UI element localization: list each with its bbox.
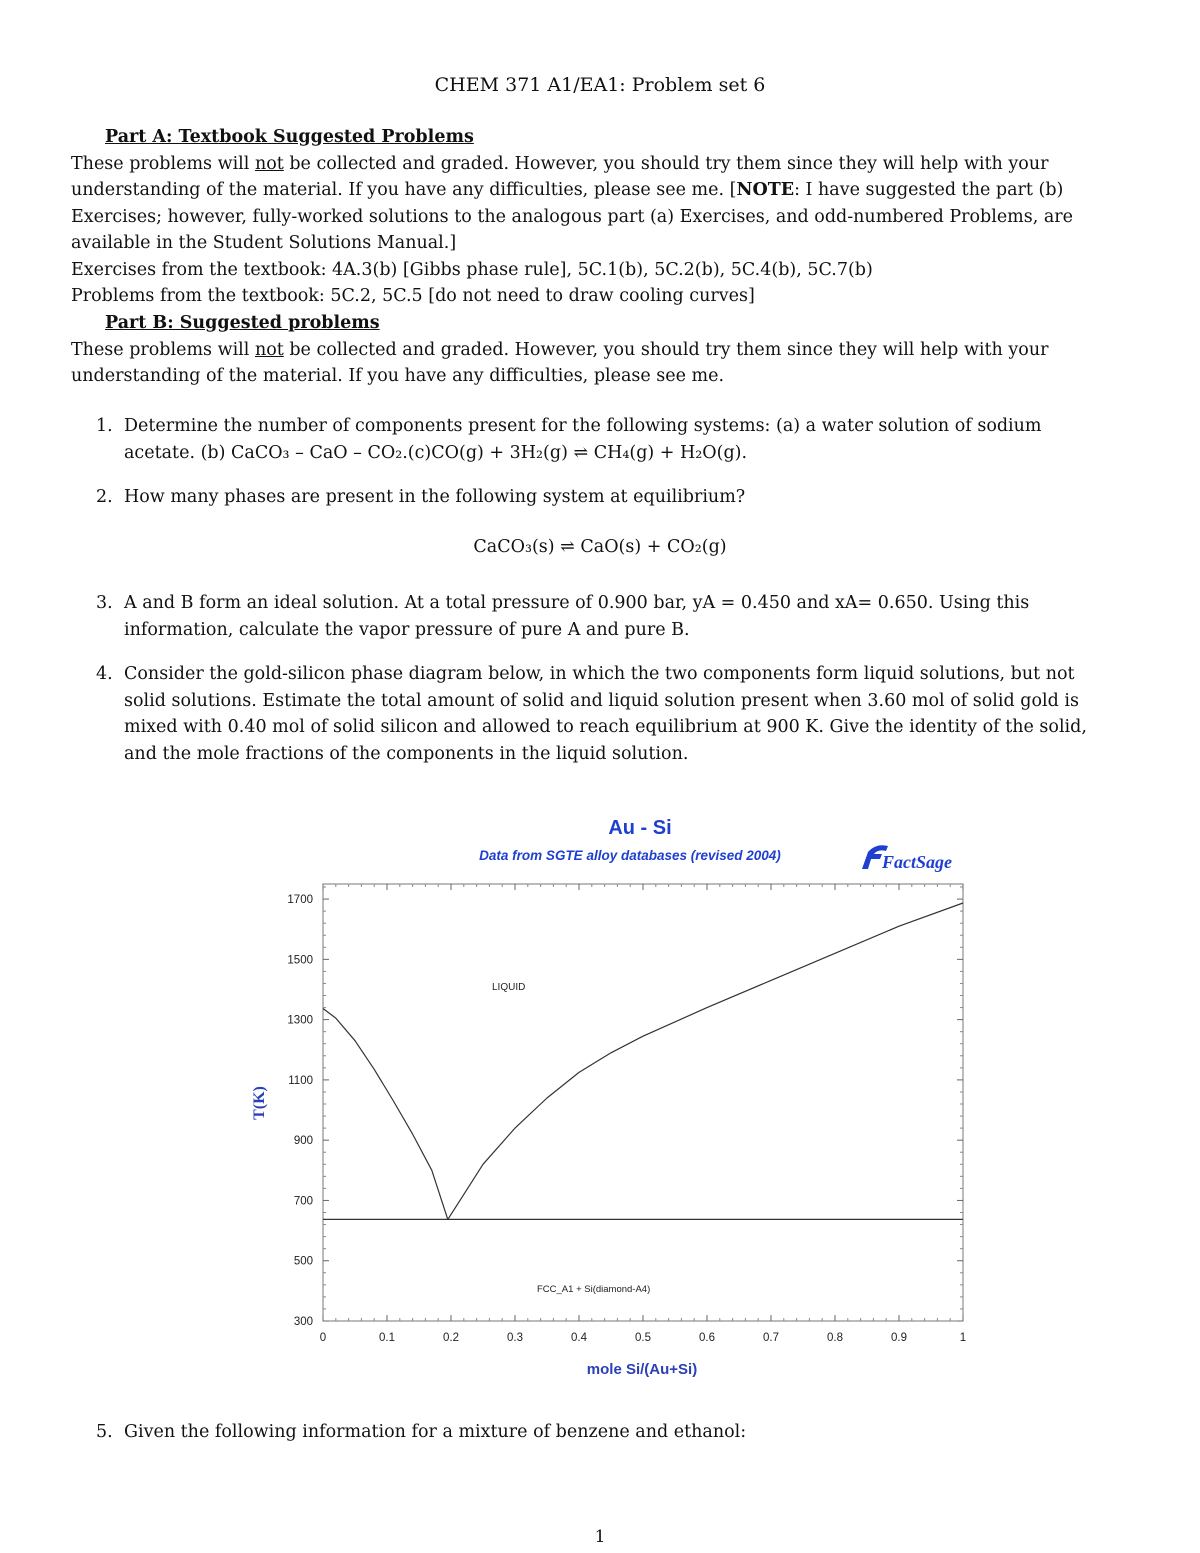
part-a-intro: These problems will not be collected and graded. However, you should try them since they will help with your understanding of the material. If you have any difficulties, please see me. [NOTE: I have suggested the part (b) Exercises; however, fully-worked solutions to the analogous part (a) Exercises, and odd-numbered Problems, are available in the Student Solutions Manual.]: [71, 153, 1074, 253]
phase-diagram-svg: [240, 808, 980, 1383]
page-title: CHEM 371 A1/EA1: Problem set 6: [434, 74, 766, 96]
y-tick-label: 1300: [287, 1014, 313, 1027]
part-a-exercises: Exercises from the textbook: 4A.3(b) [Gibbs phase rule], 5C.1(b), 5C.2(b), 5C.4(b), 5C.7(b): [71, 259, 873, 280]
part-a-heading: Part A: Textbook Suggested Problems: [105, 127, 474, 147]
x-tick-label: 0.4: [571, 1332, 587, 1344]
factsage-logo-text: FactSage: [882, 852, 952, 872]
part-b-intro: These problems will not be collected and graded. However, you should try them since they will help with your understanding of the material. If you have any difficulties, please see me.: [71, 339, 1049, 386]
x-tick-label: 0: [319, 1332, 327, 1344]
y-tick-label: 700: [293, 1195, 313, 1208]
question-2: 2. How many phases are present in the following system at equilibrium?: [96, 487, 746, 507]
x-tick-label: 0.2: [443, 1332, 459, 1344]
phase-diagram: [240, 808, 980, 1383]
part-b-section: [71, 310, 1095, 390]
plot-frame: [323, 884, 963, 1321]
series-line-1: [323, 1009, 448, 1220]
y-tick-label: 1500: [287, 954, 313, 967]
factsage-logo: [862, 845, 952, 872]
page-number: 1: [594, 1527, 606, 1547]
series-line-2: [448, 903, 963, 1219]
x-tick-label: 0.3: [507, 1332, 523, 1344]
x-tick-label: 0.1: [379, 1332, 395, 1344]
part-b-heading: Part B: Suggested problems: [105, 313, 380, 333]
y-tick-label: 500: [293, 1255, 313, 1268]
x-tick-label: 0.6: [699, 1332, 715, 1344]
y-tick-label: 1100: [288, 1074, 313, 1087]
region-label-liquid: LIQUID: [492, 982, 526, 993]
x-tick-label: 0.9: [891, 1332, 907, 1344]
question-2-equation: CaCO₃(s) ⇌ CaO(s) + CO₂(g): [473, 537, 727, 557]
part-a-problems: Problems from the textbook: 5C.2, 5C.5 [do not need to draw cooling curves]: [71, 286, 755, 306]
question-5: 5. Given the following information for a mixture of benzene and ethanol:: [96, 1422, 747, 1442]
part-a-section: [71, 124, 1095, 310]
region-label-solid: FCC_A1 + Si(diamond-A4): [537, 1284, 651, 1295]
y-tick-label: 900: [293, 1135, 313, 1148]
question-3: 3. A and B form an ideal solution. At a total pressure of 0.900 bar, yA = 0.450 and xA= 0.650. Using this information, calculate the vapor pressure of pure A and pure B.: [96, 593, 1030, 640]
y-axis-label: T(K): [251, 1086, 268, 1120]
x-tick-label: 1: [959, 1332, 967, 1344]
question-1: 1. Determine the number of components present for the following systems: (a) a water solution of sodium acetate. (b) CaCO₃ – CaO – CO₂.(c)CO(g) + 3H₂(g) ⇌ CH₄(g) + H₂O(g).: [96, 416, 1042, 463]
chart-title: Au - Si: [608, 817, 672, 839]
x-tick-label: 0.5: [635, 1332, 651, 1344]
chart-subtitle: Data from SGTE alloy databases (revised 2004): [479, 848, 781, 863]
y-tick-label: 1700: [287, 894, 313, 907]
question-4: 4. Consider the gold-silicon phase diagram below, in which the two components form liquid solutions, but not solid solutions. Estimate the total amount of solid and liquid solution present when 3.60 mol of solid gold is mixed with 0.40 mol of solid silicon and allowed to reach equilibrium at 900 K. Give the identity of the solid, and the mole fractions of the components in the liquid solution.: [96, 664, 1087, 764]
x-tick-label: 0.7: [763, 1332, 779, 1344]
x-axis-label: mole Si/(Au+Si): [586, 1361, 698, 1378]
x-tick-label: 0.8: [827, 1332, 843, 1344]
y-tick-label: 300: [293, 1316, 313, 1328]
